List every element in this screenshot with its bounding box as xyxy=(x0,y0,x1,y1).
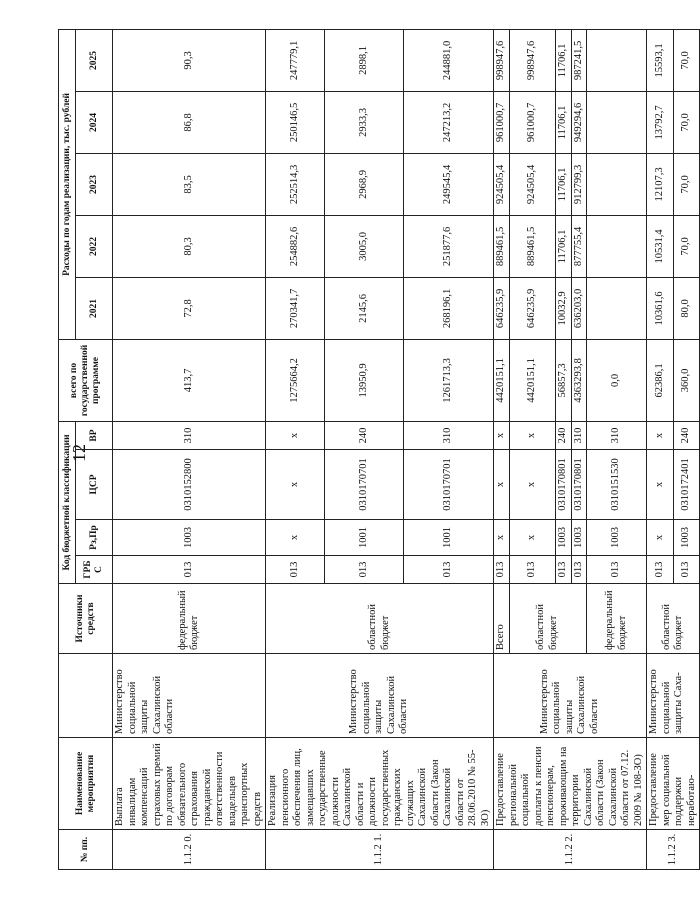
cell-2021: 268196,1 xyxy=(404,277,494,339)
cell-csr: х xyxy=(266,450,325,520)
cell-rzpr: 1003 xyxy=(113,520,266,556)
cell-csr: 0310152800 xyxy=(113,450,266,520)
cell-2023: 70,0 xyxy=(673,153,700,215)
cell-rzpr: х xyxy=(266,520,325,556)
cell-grbs: 013 xyxy=(647,556,674,584)
cell-2022: 889461,5 xyxy=(494,215,510,277)
row-num: 1.1.2 3. xyxy=(647,830,700,870)
cell-2025: 998947,6 xyxy=(509,29,556,91)
cell-2024: 11706,1 xyxy=(556,91,572,153)
row-executor: Министерство социальной защиты Сахалинской области xyxy=(494,654,647,738)
cell-grbs: 013 xyxy=(324,556,403,584)
cell-2022: 254882,6 xyxy=(266,215,325,277)
cell-rzpr: х xyxy=(509,520,556,556)
cell-2025: 987241,5 xyxy=(571,29,587,91)
cell-2025: 998947,6 xyxy=(494,29,510,91)
cell-total: 62386,1 xyxy=(647,339,674,421)
row-source: областной бюджет xyxy=(266,584,494,654)
cell-total: 413,7 xyxy=(113,339,266,421)
header-vr: ВР xyxy=(76,421,113,449)
cell-2023: 249545,4 xyxy=(404,153,494,215)
cell-2023: 924505,4 xyxy=(509,153,556,215)
cell-vr: 310 xyxy=(113,421,266,449)
header-year-2024: 2024 xyxy=(76,91,113,153)
header-year-2023: 2023 xyxy=(76,153,113,215)
cell-vr: 240 xyxy=(324,421,403,449)
cell-2024: 247213,2 xyxy=(404,91,494,153)
cell-2025: 244881,0 xyxy=(404,29,494,91)
header-budget-code: Код бюджетной классификации xyxy=(59,421,76,583)
cell-rzpr: 1001 xyxy=(324,520,403,556)
cell-2023: 912799,3 xyxy=(571,153,587,215)
cell-total: 360,0 xyxy=(673,339,700,421)
header-expenses: Расходы по годам реализации, тыс. рублей xyxy=(59,29,76,339)
cell-grbs: 013 xyxy=(673,556,700,584)
cell-csr: 0310170801 xyxy=(571,450,587,520)
cell-rzpr: 1003 xyxy=(587,520,647,556)
header-year-2022: 2022 xyxy=(76,215,113,277)
cell-2024: 250146,5 xyxy=(266,91,325,153)
cell-2025: 11706,1 xyxy=(556,29,572,91)
cell-2021: 636203,0 xyxy=(571,277,587,339)
header-rzpr: Рз,Пр xyxy=(76,520,113,556)
cell-csr: 0310170701 xyxy=(324,450,403,520)
cell-grbs: 013 xyxy=(556,556,572,584)
header-total: всего по государственной программе xyxy=(59,339,113,421)
row-name: Выплата инвалидам компенсаций страховых премий по договорам обязательного страхования гражданской ответственности владельцев транспортных средств xyxy=(113,738,266,830)
cell-total: 4420151,1 xyxy=(509,339,556,421)
cell-csr: 0310172401 xyxy=(673,450,700,520)
cell-2021: 270341,7 xyxy=(266,277,325,339)
cell-2022: 11706,1 xyxy=(556,215,572,277)
table-row xyxy=(266,29,325,869)
cell-2025: 15593,1 xyxy=(647,29,674,91)
cell-2024: 70,0 xyxy=(673,91,700,153)
cell-total: 4363293,8 xyxy=(571,339,587,421)
table-row xyxy=(494,29,510,869)
cell-rzpr: х xyxy=(647,520,674,556)
cell-total: 1275664,2 xyxy=(266,339,325,421)
cell-2021: 10032,9 xyxy=(556,277,572,339)
cell-csr: 0310170801 xyxy=(556,450,572,520)
cell-total: 13950,9 xyxy=(324,339,403,421)
row-source: федеральный бюджет xyxy=(113,584,266,654)
cell-2024 xyxy=(587,91,647,153)
cell-2021 xyxy=(587,277,647,339)
cell-2021: 646235,9 xyxy=(494,277,510,339)
row-source: областной бюджет xyxy=(647,584,700,654)
cell-vr: 240 xyxy=(556,421,572,449)
cell-2024: 961000,7 xyxy=(494,91,510,153)
cell-total: 4420151,1 xyxy=(494,339,510,421)
cell-2022: 70,0 xyxy=(673,215,700,277)
budget-table xyxy=(58,29,700,870)
cell-rzpr: 1003 xyxy=(571,520,587,556)
cell-2021: 646235,9 xyxy=(509,277,556,339)
cell-2025 xyxy=(587,29,647,91)
cell-vr: 310 xyxy=(571,421,587,449)
header-executor xyxy=(59,654,113,738)
cell-2023 xyxy=(587,153,647,215)
cell-2023: 83,5 xyxy=(113,153,266,215)
cell-2023: 252514,3 xyxy=(266,153,325,215)
cell-2024: 961000,7 xyxy=(509,91,556,153)
row-source: областной бюджет xyxy=(509,584,587,654)
header-source: Источники средств xyxy=(59,584,113,654)
cell-total: 0,0 xyxy=(587,339,647,421)
cell-2022: 3005,0 xyxy=(324,215,403,277)
cell-rzpr: 1001 xyxy=(404,520,494,556)
row-executor: Министерство социальной защиты Саха- xyxy=(647,654,700,738)
cell-2021: 80,0 xyxy=(673,277,700,339)
row-name: Предоставление региональной социальной доплаты к пенсии пенсионерам, проживающим на территории Сахалинской области (Закон Сахалинской области от 07.12. 2009 № 108-ЗО) xyxy=(494,738,647,830)
cell-total: 56857,3 xyxy=(556,339,572,421)
cell-grbs: 013 xyxy=(571,556,587,584)
row-num: 1.1.2 2. xyxy=(494,830,647,870)
header-grbs: ГРБ С xyxy=(76,556,113,584)
header-year-2025: 2025 xyxy=(76,29,113,91)
cell-2025: 70,0 xyxy=(673,29,700,91)
cell-vr: 310 xyxy=(587,421,647,449)
cell-total: 1261713,3 xyxy=(404,339,494,421)
cell-2023: 924505,4 xyxy=(494,153,510,215)
cell-grbs: 013 xyxy=(509,556,556,584)
row-executor: Министерство социальной защиты Сахалинской области xyxy=(113,654,266,738)
cell-vr: х xyxy=(494,421,510,449)
cell-csr: х xyxy=(647,450,674,520)
header-csr: ЦСР xyxy=(76,450,113,520)
cell-2022: 10531,4 xyxy=(647,215,674,277)
cell-grbs: 013 xyxy=(494,556,510,584)
cell-2025: 247779,1 xyxy=(266,29,325,91)
cell-2024: 2933,3 xyxy=(324,91,403,153)
cell-2021: 10361,6 xyxy=(647,277,674,339)
table-row xyxy=(113,29,266,869)
cell-vr: х xyxy=(266,421,325,449)
cell-vr: х xyxy=(509,421,556,449)
cell-vr: х xyxy=(647,421,674,449)
cell-grbs: 013 xyxy=(587,556,647,584)
header-year-2021: 2021 xyxy=(76,277,113,339)
cell-rzpr: 1003 xyxy=(673,520,700,556)
cell-2022: 877755,4 xyxy=(571,215,587,277)
cell-2023: 11706,1 xyxy=(556,153,572,215)
cell-grbs: 013 xyxy=(266,556,325,584)
rotated-table-sheet xyxy=(58,30,697,870)
cell-2025: 2898,1 xyxy=(324,29,403,91)
cell-csr: 0310151530 xyxy=(587,450,647,520)
cell-2024: 13792,7 xyxy=(647,91,674,153)
cell-csr: 0310170701 xyxy=(404,450,494,520)
cell-csr: х xyxy=(509,450,556,520)
row-name: Предоставление мер социальной поддержки неработаю- xyxy=(647,738,700,830)
cell-csr: х xyxy=(494,450,510,520)
row-source: Всего xyxy=(494,584,510,654)
page-number: 12 xyxy=(69,444,89,462)
cell-2022: 889461,5 xyxy=(509,215,556,277)
cell-rzpr: 1003 xyxy=(556,520,572,556)
cell-vr: 240 xyxy=(673,421,700,449)
cell-2021: 2145,6 xyxy=(324,277,403,339)
cell-2023: 2968,9 xyxy=(324,153,403,215)
table-row xyxy=(647,29,674,869)
cell-grbs: 013 xyxy=(113,556,266,584)
header-num: № пп. xyxy=(59,830,113,870)
cell-grbs: 013 xyxy=(404,556,494,584)
header-name: Наименование мероприятия xyxy=(59,738,113,830)
cell-2021: 72,8 xyxy=(113,277,266,339)
cell-rzpr: х xyxy=(494,520,510,556)
cell-2023: 12107,3 xyxy=(647,153,674,215)
cell-2025: 90,3 xyxy=(113,29,266,91)
row-name: Реализация пенсионного обеспечения лиц, замещавших государственные должности Сахалинской области и должности государственных гражданских служащих Сахалинской области (Закон Сахалинской области от 28.06.2010 № 55-ЗО) xyxy=(266,738,494,830)
row-executor: Министерство социальной защиты Сахалинской области xyxy=(266,654,494,738)
cell-2022: 80,3 xyxy=(113,215,266,277)
cell-2024: 86,8 xyxy=(113,91,266,153)
cell-2022: 251877,6 xyxy=(404,215,494,277)
row-num: 1.1.2 0. xyxy=(113,830,266,870)
row-source: федеральный бюджет xyxy=(587,584,647,654)
cell-2024: 949294,6 xyxy=(571,91,587,153)
cell-2022 xyxy=(587,215,647,277)
cell-vr: 310 xyxy=(404,421,494,449)
row-num: 1.1.2 1. xyxy=(266,830,494,870)
